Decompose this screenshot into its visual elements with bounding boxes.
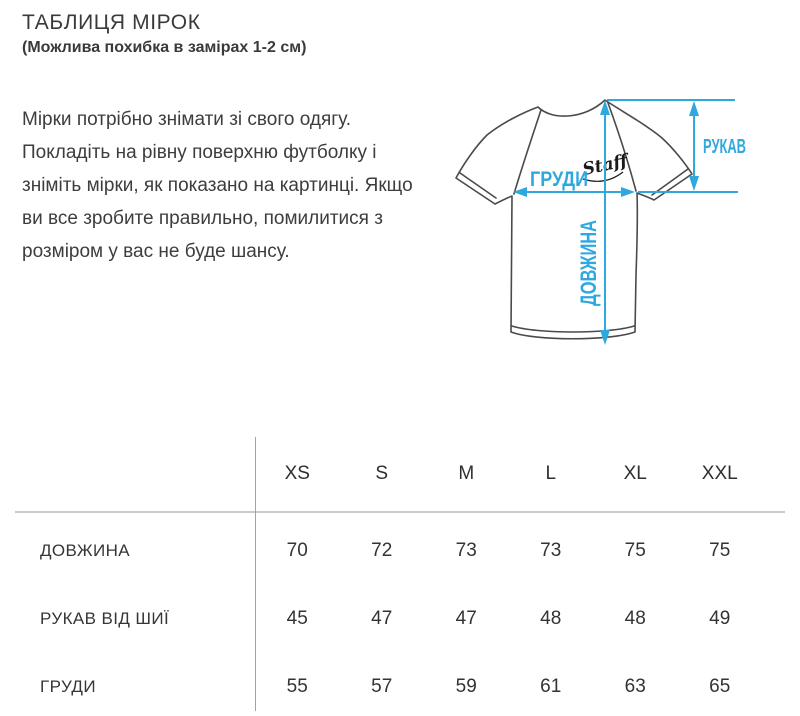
column-header-xxl: XXL bbox=[701, 463, 738, 484]
cell-value: 73 bbox=[540, 540, 562, 561]
length-label: ДОВЖИНА bbox=[576, 190, 601, 306]
page-title: ТАБЛИЦЯ МІРОК bbox=[22, 11, 201, 34]
cell-value: 45 bbox=[286, 608, 308, 629]
cell-value: 65 bbox=[709, 676, 731, 697]
cell-value: 48 bbox=[624, 608, 646, 629]
cell-value: 63 bbox=[624, 676, 646, 697]
column-header-l: L bbox=[545, 463, 557, 484]
chest-label: ГРУДИ bbox=[530, 168, 588, 191]
row-label: ДОВЖИНА bbox=[40, 541, 131, 560]
column-header-s: S bbox=[375, 463, 389, 484]
size-table bbox=[15, 437, 785, 716]
tshirt-outline-icon bbox=[456, 100, 692, 339]
cell-value: 47 bbox=[455, 608, 477, 629]
column-header-xl: XL bbox=[623, 463, 647, 484]
cell-value: 61 bbox=[540, 676, 562, 697]
cell-value: 49 bbox=[709, 608, 731, 629]
table-vertical-divider bbox=[255, 437, 256, 711]
cell-value: 57 bbox=[371, 676, 393, 697]
cell-value: 70 bbox=[286, 540, 308, 561]
column-header-m: M bbox=[458, 463, 475, 484]
column-header-xs: XS bbox=[284, 463, 310, 484]
cell-value: 72 bbox=[371, 540, 393, 561]
measurement-instructions: Мірки потрібно знімати зі свого одягу. Покладіть на рівну поверхню футболку і зніміть мірки, як показано на картинці. Якщо ви все зробите правильно, помилитися з розміром у вас не буде шансу. bbox=[22, 109, 413, 262]
row-label: ГРУДИ bbox=[40, 677, 96, 696]
size-table-header bbox=[15, 437, 785, 513]
cell-value: 55 bbox=[286, 676, 308, 697]
tshirt-measurement-diagram bbox=[425, 75, 795, 365]
cell-value: 47 bbox=[371, 608, 393, 629]
cell-value: 59 bbox=[455, 676, 477, 697]
table-row-length bbox=[15, 513, 785, 581]
cell-value: 73 bbox=[455, 540, 477, 561]
cell-value: 48 bbox=[540, 608, 562, 629]
cell-value: 75 bbox=[624, 540, 646, 561]
page-subtitle: (Можлива похибка в замірах 1-2 см) bbox=[22, 39, 307, 56]
table-row-sleeve bbox=[15, 581, 785, 649]
sleeve-label: РУКАВ bbox=[703, 136, 746, 158]
cell-value: 75 bbox=[709, 540, 731, 561]
row-label: РУКАВ ВІД ШИЇ bbox=[40, 609, 170, 628]
svg-text:Staff: Staff bbox=[580, 150, 630, 180]
table-row-chest bbox=[15, 649, 785, 716]
